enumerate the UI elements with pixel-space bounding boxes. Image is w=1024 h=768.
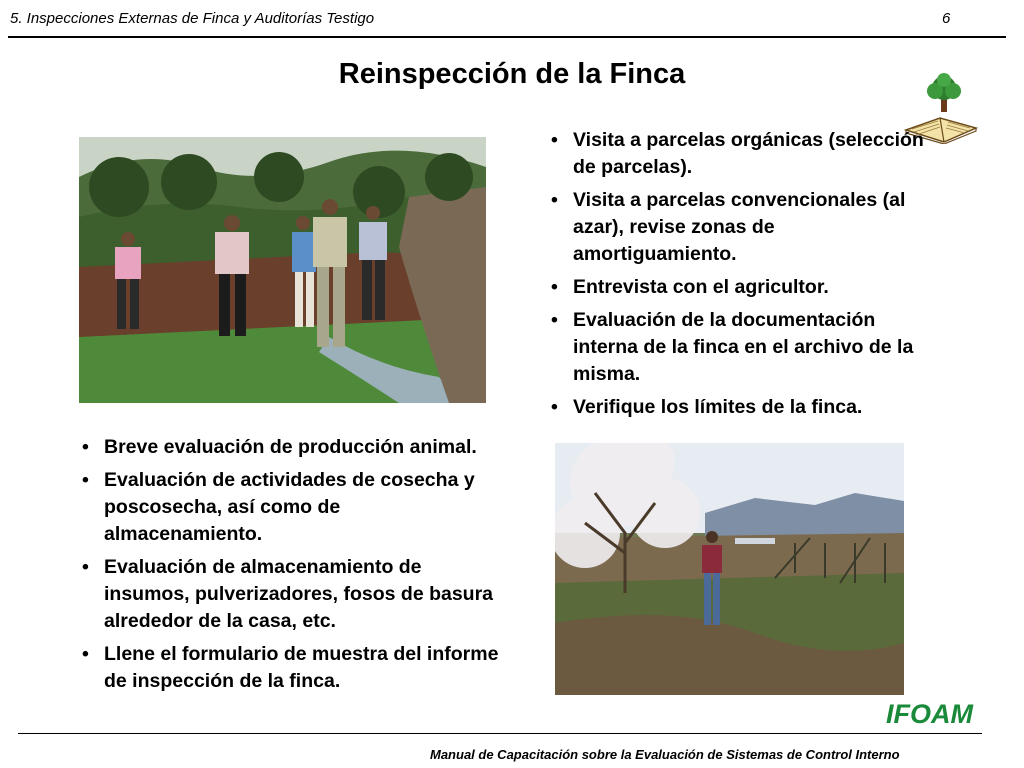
field-inspection-photo — [79, 137, 486, 403]
slide-title: Reinspección de la Finca — [338, 58, 686, 90]
header-divider — [8, 36, 1006, 38]
footer-text: Manual de Capacitación sobre la Evaluación de Sistemas de Control Interno — [430, 747, 900, 762]
page-number: 6 — [942, 10, 951, 27]
list-item: • Visita a parcelas orgánicas (selección de parcelas). — [551, 129, 924, 178]
list-item: • Breve evaluación de producción animal. — [82, 436, 477, 458]
section-header: 5. Inspecciones Externas de Finca y Auditorías Testigo — [10, 10, 375, 27]
right-bullet-list — [548, 127, 938, 427]
list-item: • Llene el formulario de muestra del informe de inspección de la finca. — [82, 643, 499, 692]
list-item: • Evaluación de actividades de cosecha y poscosecha, así como de almacenamiento. — [82, 469, 475, 545]
list-item: • Visita a parcelas convencionales (al azar), revise zonas de amortiguamiento. — [551, 189, 906, 265]
footer-divider — [18, 733, 982, 734]
ifoam-logo — [886, 696, 986, 735]
svg-text:IFOAM: IFOAM — [886, 699, 973, 729]
list-item: • Verifique los límites de la finca. — [551, 396, 863, 418]
orchard-inspection-photo — [555, 443, 904, 695]
list-item: • Evaluación de la documentación interna de la finca en el archivo de la misma. — [551, 309, 914, 385]
left-bullet-list — [79, 434, 499, 701]
list-item: • Entrevista con el agricultor. — [551, 276, 829, 298]
list-item: • Evaluación de almacenamiento de insumos, pulverizadores, fosos de basura alrededor de la casa, etc. — [82, 556, 494, 632]
